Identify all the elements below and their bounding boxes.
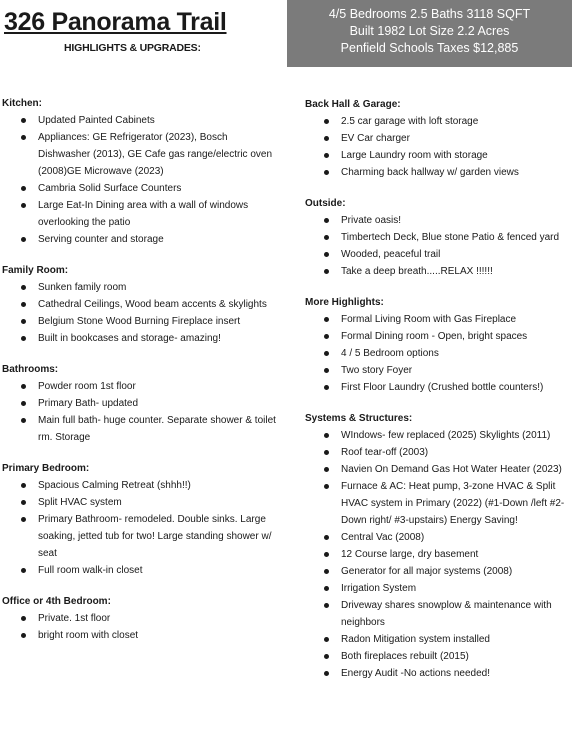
bullet-item: bright room with closet <box>2 627 282 644</box>
bullet-item: EV Car charger <box>305 130 570 147</box>
section-heading: Family Room: <box>2 265 69 276</box>
bullet-item: First Floor Laundry (Crushed bottle counters!) <box>305 379 570 396</box>
bullet-item: Formal Living Room with Gas Fireplace <box>305 311 570 328</box>
bullet-list <box>2 378 282 446</box>
right-column <box>305 96 570 696</box>
bullet-item: Formal Dining room - Open, bright spaces <box>305 328 570 345</box>
section-bathrooms <box>2 361 282 446</box>
bullet-item: Spacious Calming Retreat (shhh!!) <box>2 477 282 494</box>
bullet-item: Full room walk-in closet <box>2 562 282 579</box>
bullet-item: Large Eat-In Dining area with a wall of windows overlooking the patio <box>2 197 282 231</box>
section-family-room <box>2 262 282 347</box>
bullet-item: 2.5 car garage with loft storage <box>305 113 570 130</box>
bullet-item: Roof tear-off (2003) <box>305 444 570 461</box>
bullet-list <box>2 477 282 579</box>
left-column <box>2 95 282 658</box>
bullet-item: Generator for all major systems (2008) <box>305 563 570 580</box>
bullet-item: Updated Painted Cabinets <box>2 112 282 129</box>
page-subtitle: HIGHLIGHTS & UPGRADES: <box>64 42 201 54</box>
bullet-list <box>2 279 282 347</box>
section-heading: Bathrooms: <box>2 364 59 375</box>
info-line-schools-taxes: Penfield Schools Taxes $12,885 <box>340 41 519 55</box>
bullet-list <box>305 113 570 181</box>
bullet-item: Irrigation System <box>305 580 570 597</box>
bullet-item: Wooded, peaceful trail <box>305 246 570 263</box>
section-more-highlights <box>305 294 570 396</box>
bullet-item: Private oasis! <box>305 212 570 229</box>
section-heading: Outside: <box>305 198 346 209</box>
bullet-item: Charming back hallway w/ garden views <box>305 164 570 181</box>
bullet-item: Radon Mitigation system installed <box>305 631 570 648</box>
section-systems-structures <box>305 410 570 682</box>
bullet-item: Cathedral Ceilings, Wood beam accents & skylights <box>2 296 282 313</box>
bullet-item: Primary Bath- updated <box>2 395 282 412</box>
bullet-item: Main full bath- huge counter. Separate shower & toilet rm. Storage <box>2 412 282 446</box>
info-line-built-lot: Built 1982 Lot Size 2.2 Acres <box>349 24 510 38</box>
section-heading: Office or 4th Bedroom: <box>2 596 111 607</box>
section-kitchen <box>2 95 282 248</box>
section-back-hall-garage <box>305 96 570 181</box>
section-office-or-4th-bedroom <box>2 593 282 644</box>
bullet-item: WIndows- few replaced (2025) Skylights (2011) <box>305 427 570 444</box>
bullet-list <box>2 112 282 248</box>
bullet-item: Driveway shares snowplow & maintenance with neighbors <box>305 597 570 631</box>
bullet-item: Sunken family room <box>2 279 282 296</box>
bullet-item: Belgium Stone Wood Burning Fireplace insert <box>2 313 282 330</box>
section-heading: Primary Bedroom: <box>2 463 90 474</box>
bullet-item: Energy Audit -No actions needed! <box>305 665 570 682</box>
section-heading: Kitchen: <box>2 98 42 109</box>
bullet-item: 12 Course large, dry basement <box>305 546 570 563</box>
bullet-item: Large Laundry room with storage <box>305 147 570 164</box>
bullet-item: Split HVAC system <box>2 494 282 511</box>
bullet-item: Powder room 1st floor <box>2 378 282 395</box>
bullet-item: Central Vac (2008) <box>305 529 570 546</box>
info-line-beds-baths-sqft: 4/5 Bedrooms 2.5 Baths 3118 SQFT <box>328 7 531 21</box>
section-outside <box>305 195 570 280</box>
section-heading: More Highlights: <box>305 297 384 308</box>
bullet-item: Take a deep breath.....RELAX !!!!!! <box>305 263 570 280</box>
bullet-item: Cambria Solid Surface Counters <box>2 180 282 197</box>
section-heading: Back Hall & Garage: <box>305 99 401 110</box>
bullet-item: Built in bookcases and storage- amazing! <box>2 330 282 347</box>
bullet-item: Furnace & AC: Heat pump, 3-zone HVAC & Split HVAC system in Primary (2022) (#1-Down /left #2-Down right/ #3-upstairs) Energy Saving! <box>305 478 570 529</box>
bullet-list <box>305 212 570 280</box>
section-heading: Systems & Structures: <box>305 413 413 424</box>
bullet-item: Timbertech Deck, Blue stone Patio & fenced yard <box>305 229 570 246</box>
page-title: 326 Panorama Trail <box>4 8 227 36</box>
bullet-item: Two story Foyer <box>305 362 570 379</box>
bullet-list <box>305 311 570 396</box>
bullet-item: Serving counter and storage <box>2 231 282 248</box>
bullet-item: Both fireplaces rebuilt (2015) <box>305 648 570 665</box>
bullet-item: Private. 1st floor <box>2 610 282 627</box>
property-info-box <box>287 0 572 67</box>
bullet-item: Appliances: GE Refrigerator (2023), Bosch Dishwasher (2013), GE Cafe gas range/electric oven (2008)GE Microwave (2023) <box>2 129 282 180</box>
bullet-item: 4 / 5 Bedroom options <box>305 345 570 362</box>
bullet-list <box>2 610 282 644</box>
bullet-item: Primary Bathroom- remodeled. Double sinks. Large soaking, jetted tub for two! Large standing shower w/ seat <box>2 511 282 562</box>
bullet-list <box>305 427 570 682</box>
section-primary-bedroom <box>2 460 282 579</box>
bullet-item: Navien On Demand Gas Hot Water Heater (2023) <box>305 461 570 478</box>
